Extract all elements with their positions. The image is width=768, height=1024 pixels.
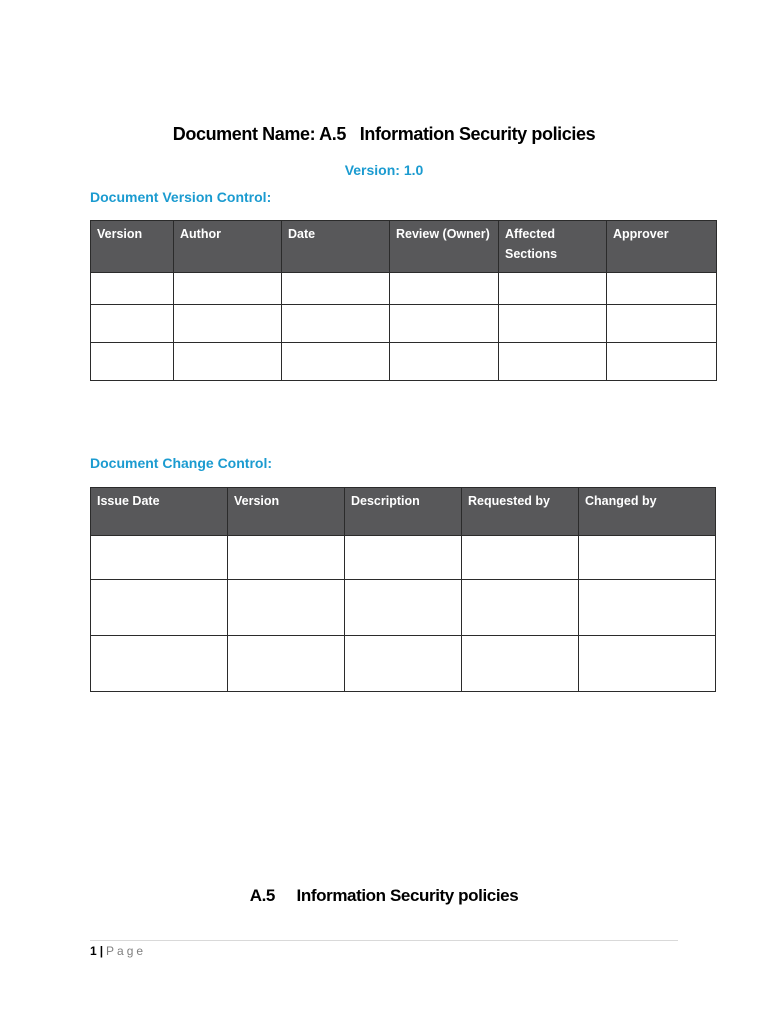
- table-cell: [91, 273, 174, 305]
- table-cell: [282, 305, 390, 343]
- table-cell: [91, 580, 228, 636]
- footer-separator: |: [99, 944, 104, 958]
- table-cell: [462, 636, 579, 692]
- table-cell: [345, 536, 462, 580]
- table-cell: [282, 343, 390, 381]
- table-row: [91, 580, 716, 636]
- table-row: [91, 636, 716, 692]
- page-number: 1: [90, 944, 97, 958]
- table-cell: [345, 636, 462, 692]
- column-header-changed-by: Changed by: [579, 488, 716, 536]
- table-cell: [282, 273, 390, 305]
- table-header-row: [91, 488, 716, 536]
- table-cell: [499, 273, 607, 305]
- column-header-description: Description: [345, 488, 462, 536]
- table-cell: [345, 580, 462, 636]
- table-cell: [174, 305, 282, 343]
- column-header-review-owner: Review (Owner): [390, 221, 499, 273]
- table-cell: [390, 343, 499, 381]
- version-control-heading: Document Version Control:: [90, 189, 272, 205]
- column-header-version: Version: [91, 221, 174, 273]
- table-cell: [91, 343, 174, 381]
- column-header-affected-sections: Affected Sections: [499, 221, 607, 273]
- change-control-heading: Document Change Control:: [90, 455, 272, 471]
- change-control-table: [90, 487, 716, 692]
- table-cell: [91, 636, 228, 692]
- column-header-date: Date: [282, 221, 390, 273]
- table-cell: [499, 305, 607, 343]
- column-header-approver: Approver: [607, 221, 717, 273]
- page-footer: [90, 944, 146, 958]
- table-cell: [91, 305, 174, 343]
- column-header-author: Author: [174, 221, 282, 273]
- table-cell: [462, 536, 579, 580]
- table-cell: [579, 636, 716, 692]
- column-header-requested-by: Requested by: [462, 488, 579, 536]
- table-cell: [228, 536, 345, 580]
- version-control-table: [90, 220, 717, 381]
- table-cell: [462, 580, 579, 636]
- table-cell: [228, 580, 345, 636]
- table-cell: [174, 343, 282, 381]
- footer-divider: [90, 940, 678, 941]
- page-word: Page: [106, 944, 147, 958]
- table-cell: [390, 273, 499, 305]
- table-cell: [390, 305, 499, 343]
- table-row: [91, 536, 716, 580]
- table-row: [91, 305, 717, 343]
- table-cell: [579, 536, 716, 580]
- column-header-version: Version: [228, 488, 345, 536]
- table-cell: [607, 305, 717, 343]
- table-cell: [91, 536, 228, 580]
- table-cell: [579, 580, 716, 636]
- table-row: [91, 343, 717, 381]
- table-cell: [228, 636, 345, 692]
- section-heading: A.5 Information Security policies: [249, 886, 519, 905]
- document-title: Document Name: A.5 Information Security policies: [172, 124, 596, 144]
- version-label: Version: 1.0: [344, 162, 424, 178]
- table-cell: [499, 343, 607, 381]
- table-row: [91, 273, 717, 305]
- table-cell: [607, 273, 717, 305]
- table-cell: [174, 273, 282, 305]
- column-header-issue-date: Issue Date: [91, 488, 228, 536]
- table-header-row: [91, 221, 717, 273]
- table-cell: [607, 343, 717, 381]
